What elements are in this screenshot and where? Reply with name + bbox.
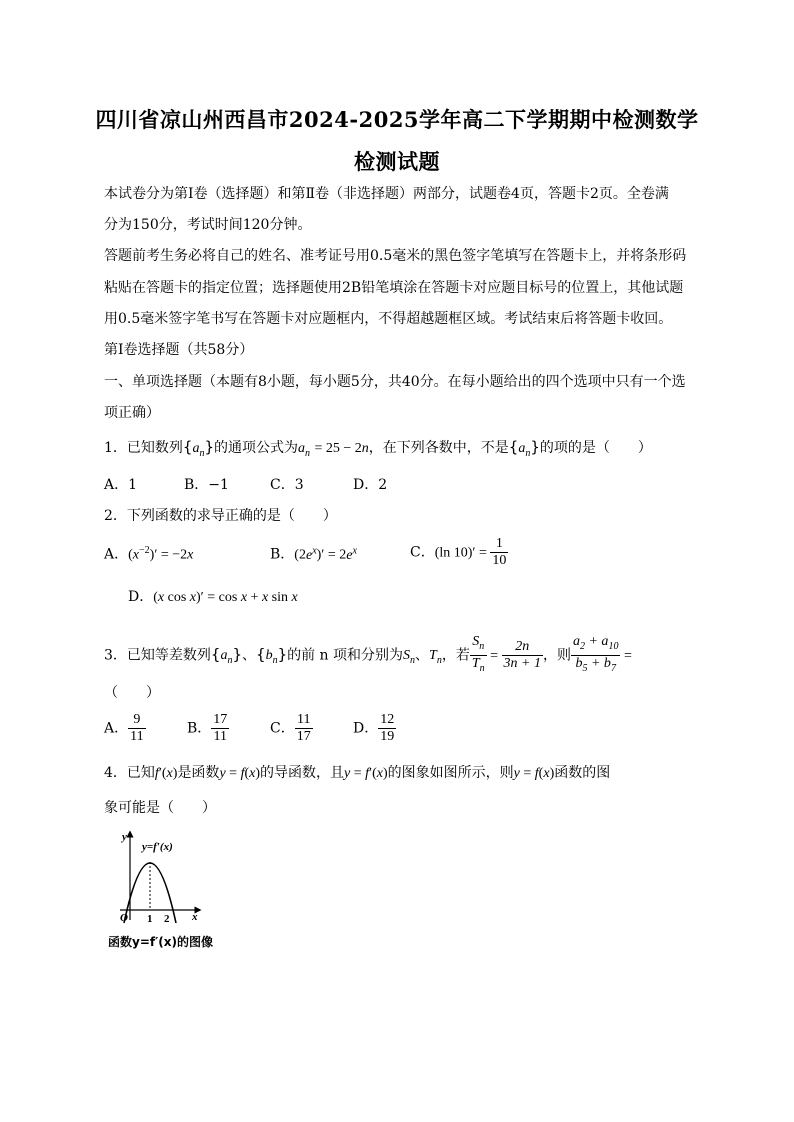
- q3-option-d[interactable]: D． $\frac{12}{19}$: [353, 712, 395, 744]
- q2-option-b[interactable]: B．$(2e^x)' = 2e^x$: [270, 545, 357, 563]
- part1-heading: 第Ⅰ卷选择题（共58分）: [104, 342, 254, 358]
- section-heading-a: 一、单项选择题（本题有8小题，每小题5分，共40分。在每小题给出的四个选项中只有一个选: [104, 374, 686, 390]
- intro-p2c: 用0.5毫米签字笔书写在答题卡对应题框内，不得超越题框区域。考试结束后将答题卡收回。: [104, 311, 673, 327]
- q1-option-a[interactable]: A．1: [104, 477, 138, 493]
- q2-option-c[interactable]: C．(ln 10)′ = $\frac{1}{10}$: [410, 536, 507, 568]
- q2-option-d[interactable]: D．(x cos x)′ = cos x + x sin x: [128, 589, 298, 605]
- page-title-line1: 四川省凉山州西昌市2024-2025学年高二下学期期中检测数学: [95, 107, 699, 132]
- intro-p2a: 答题前考生务必将自己的姓名、准考证号用0.5毫米的黑色签字笔填写在答题卡上，并将条形码: [104, 248, 687, 264]
- q1-option-d[interactable]: D．2: [353, 477, 388, 493]
- q1-option-b[interactable]: B．−1: [184, 477, 229, 493]
- q1-option-c[interactable]: C．3: [270, 477, 304, 493]
- tick-label-2: 2: [164, 913, 170, 925]
- intro-p2b: 粘贴在答题卡的指定位置；选择题使用2B铅笔填涂在答题卡对应题目标号的位置上，其他试题: [104, 280, 684, 296]
- origin-label: O: [120, 912, 128, 924]
- q2-option-a[interactable]: A．$(x^{-2})' = -2x$: [104, 545, 194, 563]
- q3-paren: （ ）: [104, 685, 160, 701]
- question-4: 4．已知f′(x)是函数y = f(x)的导函数，且y = f′(x)的图象如图所示，则y = f(x)函数的图: [104, 765, 611, 781]
- question-1: 1．已知数列$\{a_n\}$的通项公式为$a_n = 25 - 2n$，在下列各数中，不是$\{a_n\}$的项的是（ ）: [104, 438, 652, 459]
- curve-label: y=f′(x): [142, 841, 173, 853]
- page-title-line2: 检测试题: [354, 149, 440, 174]
- question-2: 2．下列函数的求导正确的是（ ）: [104, 508, 337, 524]
- tick-label-1: 1: [147, 913, 153, 925]
- derivative-graph: [108, 828, 208, 926]
- q3-option-c[interactable]: C． $\frac{11}{17}$: [270, 712, 311, 744]
- question-3: 3．已知等差数列$\{a_n\}$、$\{b_n\}$的前 n 项和分别为$S_n$、$T_n$，若 $\frac{S_n}{T_n}$ = $\frac{2n}{3n + 1}$ ，则 $\frac{a_2 + a_{10}}{b_5 + b_7}$ =: [104, 634, 632, 674]
- q3-option-a[interactable]: A． $\frac{9}{11}$: [104, 712, 144, 744]
- section-heading-b: 项正确）: [104, 405, 160, 421]
- intro-p1a: 本试卷分为第Ⅰ卷（选择题）和第Ⅱ卷（非选择题）两部分，试题卷4页，答题卡2页。全卷满: [104, 186, 669, 202]
- x-axis-label: x: [192, 911, 198, 923]
- q3-option-b[interactable]: B． $\frac{17}{11}$: [187, 712, 228, 744]
- y-axis-label: y: [122, 831, 127, 843]
- graph-caption: 函数y=f′(x)的图像: [108, 935, 213, 949]
- intro-p1b: 分为150分，考试时间120分钟。: [104, 217, 312, 233]
- q4-line2: 象可能是（ ）: [104, 800, 216, 816]
